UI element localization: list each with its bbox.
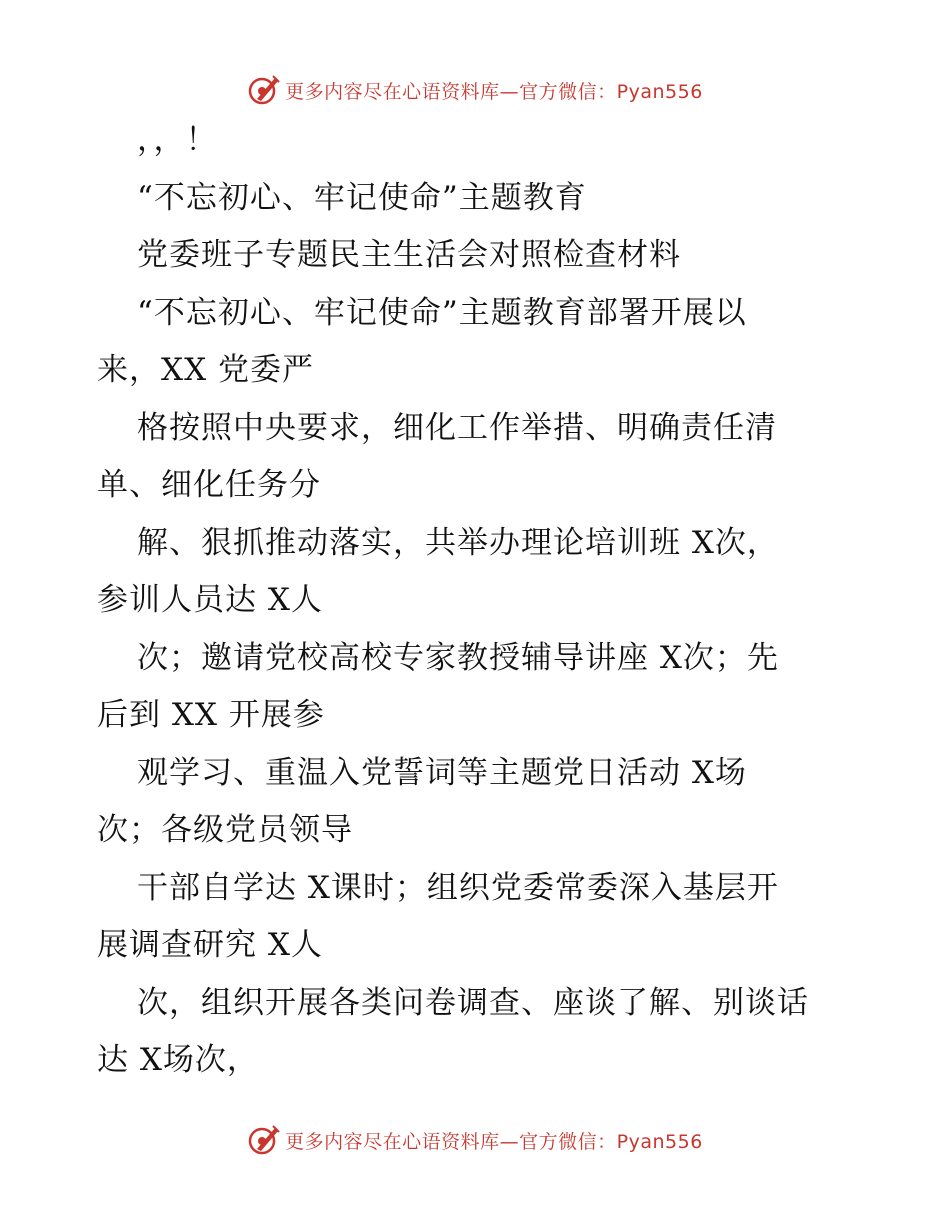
text-line: “不忘初心、牢记使命”主题教育 — [137, 179, 587, 216]
header-watermark — [0, 70, 950, 110]
text-line: 展调查研究 X人 — [97, 927, 323, 963]
text-line: 来，XX 党委严 — [97, 352, 314, 388]
text-line: 格按照中央要求，细化工作举措、明确责任清 — [137, 409, 777, 446]
text-line: 次；邀请党校高校专家教授辅导讲座 X次；先 — [137, 639, 779, 676]
text-line: 次；各级党员领导 — [97, 812, 353, 848]
text-line: 达 X场次， — [97, 1042, 259, 1078]
text-line: 党委班子专题民主生活会对照检查材料 — [137, 237, 681, 273]
text-line: 观学习、重温入党誓词等主题党日活动 X场 — [137, 754, 747, 791]
pen-nib-logo-icon — [247, 73, 281, 107]
text-line: ，，！ — [137, 122, 218, 158]
watermark-text: 更多内容尽在心语资料库—官方微信：Pyan556 — [285, 1130, 703, 1153]
watermark-text: 更多内容尽在心语资料库—官方微信：Pyan556 — [285, 80, 703, 103]
text-line: 干部自学达 X课时；组织党委常委深入基层开 — [137, 869, 779, 906]
text-line: 单、细化任务分 — [97, 467, 321, 503]
text-line: 参训人员达 X人 — [97, 582, 323, 618]
text-line: 次，组织开展各类问卷调查、座谈了解、别谈话 — [137, 984, 809, 1021]
text-line: 后到 XX 开展参 — [97, 697, 325, 733]
text-line: “不忘初心、牢记使命”主题教育部署开展以 — [137, 294, 747, 331]
pen-nib-logo-icon — [247, 1123, 281, 1157]
footer-watermark — [0, 1120, 950, 1160]
text-line: 解、狠抓推动落实，共举办理论培训班 X次， — [137, 524, 779, 561]
